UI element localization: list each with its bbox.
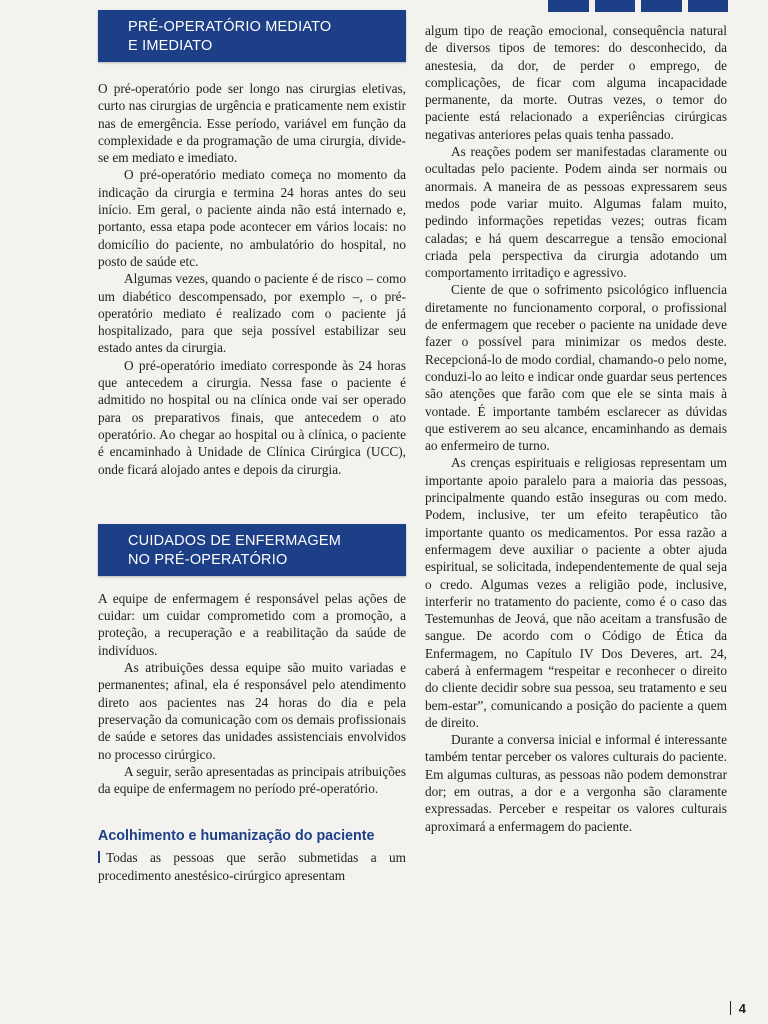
left-column [98,10,406,884]
section2-body [98,590,406,798]
paragraph: O pré-operatório mediato começa no momento da indicação da cirurgia e termina 24 horas antes do seu início. Em geral, o paciente ainda não está internado e, portanto, essa etapa pode acontecer em vários locais: no domicílio do paciente, no ambulatório do hospital, no posto de saúde etc. [98,167,406,269]
header-decoration-block [595,0,636,12]
page-number-text: 4 [738,1001,746,1016]
paragraph: O pré-operatório imediato corresponde às 24 horas que antecedem a cirurgia. Nessa fase o paciente é admitido no hospital ou na clínica onde vai ser operado para os preparativos finais, que antecedem o ato operatório. Ao chegar ao hospital ou à clínica, o paciente é encaminhado à Unidade de Clínica Cirúrgica (UCC), onde ficará alojado antes e depois da cirurgia. [98,357,406,477]
paragraph: As crenças espirituais e religiosas representam um importante apoio paralelo para a maioria das pessoas, principalmente quando estão inseguras ou com medo. Podem, inclusive, ter um efeito terapêutico tão importante quanto os medicamentos. Por essa razão a enfermagem deve auxiliar o paciente a obter ajuda espiritual, se solicitada, independentemente de qual seja o credo. Algumas vezes a religião pode, inclusive, interferir no tratamento do paciente, como é o caso das Testemunhas de Jeová, que não aceitam a transfusão de sangue. De acordo com o Código de Ética da Enfermagem, no Capítulo IV Dos Deveres, art. 24, caberá à enfermagem “respeitar e reconhecer o direito do cliente decidir sobre sua pessoa, seu tratamento e seu bem-estar”, comunicando a posição do paciente a quem de direito. [425,455,727,730]
paragraph: Durante a conversa inicial e informal é interessante também tentar perceber os valores culturais do paciente. Em algumas culturas, as pessoas não podem demonstrar dor; em outras, a dor e a vergonha são claramente expressadas. Perceber e respeitar os valores culturais aproximará a enfermagem do paciente. [425,732,727,834]
right-column [425,22,727,835]
page-number [730,1001,746,1016]
header-decoration-block [641,0,682,12]
paragraph: algum tipo de reação emocional, consequência natural de diversos tipos de temores: do desconhecido, da anestesia, da dor, de perder o emprego, de complicações, de ficar com alguma incapacidade permanente, da morte. Outras vezes, o temor do paciente está relacionado a experiências cirúrgicas negativas anteriores pelas quais tenha passado. [425,23,727,142]
paragraph: As reações podem ser manifestadas claramente ou ocultadas pelo paciente. Podem ainda ser normais ou anormais. A maneira de as pessoas expressarem seus medos pode variar muito. Algumas falam muito, pedindo informações repetidas vezes; outras ficam caladas; e há quem descarregue a tensão emocional criada pela perspectiva da cirurgia adotando um comportamento irritadiço e agressivo. [425,144,727,281]
header-decoration [548,0,728,12]
paragraph: A equipe de enfermagem é responsável pelas ações de cuidar: um cuidar comprometido com a promoção, a proteção, a recuperação e a reabilitação da saúde de indivíduos. [98,590,406,658]
paragraph: A seguir, serão apresentadas as principais atribuições da equipe de enfermagem no período pré-operatório. [98,763,406,797]
lead-text: Todas as pessoas que serão submetidas a um procedimento anestésico-cirúrgico apresentam [98,850,406,883]
header-decoration-block [688,0,729,12]
paragraph: Algumas vezes, quando o paciente é de risco – como um diabético descompensado, por exemplo –, o pré-operatório mediato é realizado com o paciente já hospitalizado, para que seja possível estabilizar seu estado antes da cirurgia. [98,271,406,356]
header-decoration-block [548,0,589,12]
section-heading-line: NO PRÉ-OPERATÓRIO [128,551,288,568]
section1-body [98,80,406,478]
section-heading-line: E IMEDIATO [128,38,213,54]
paragraph: As atribuições dessa equipe são muito variadas e permanentes; afinal, ela é responsável pelo atendimento direto aos pacientes nas 24 horas do dia e pela preservação da comunicação com os demais profissionais de saúde e setores das unidades assistenciais envolvidos no processo cirúrgico. [98,660,406,762]
paragraph: Ciente de que o sofrimento psicológico influencia diretamente no funcionamento corporal, o profissional de enfermagem que receber o paciente na unidade deve fazer o possível para minimizar os medos deste. Recepcioná-lo de modo cordial, chamando-o pelo nome, conduzi-lo ao leito e indicar onde guardar seus pertences são atenções que farão com que ele se sinta mais à vontade. É importante também esclarecer as dúvidas que estiverem ao seu alcance, encaminhando as demais ao enfermeiro de turno. [425,282,728,454]
section-heading-cuidados [98,524,406,576]
paragraph: O pré-operatório pode ser longo nas cirurgias eletivas, curto nas cirurgias de urgência e praticamente nem existir nas de emergência. Esse período, variável em função da complexidade e da programação de uma cirurgia, divide-se em mediato e imediato. [98,81,406,166]
section-heading-pre-operatorio [98,10,406,62]
lead-bar [98,851,100,863]
section-heading-line: CUIDADOS DE ENFERMAGEM [128,532,342,549]
page-number-rule [730,1001,731,1015]
section-heading-line: PRÉ-OPERATÓRIO MEDIATO [128,19,332,35]
subsection-heading: Acolhimento e humanização do paciente [98,828,375,845]
subsection-lead [98,849,406,884]
